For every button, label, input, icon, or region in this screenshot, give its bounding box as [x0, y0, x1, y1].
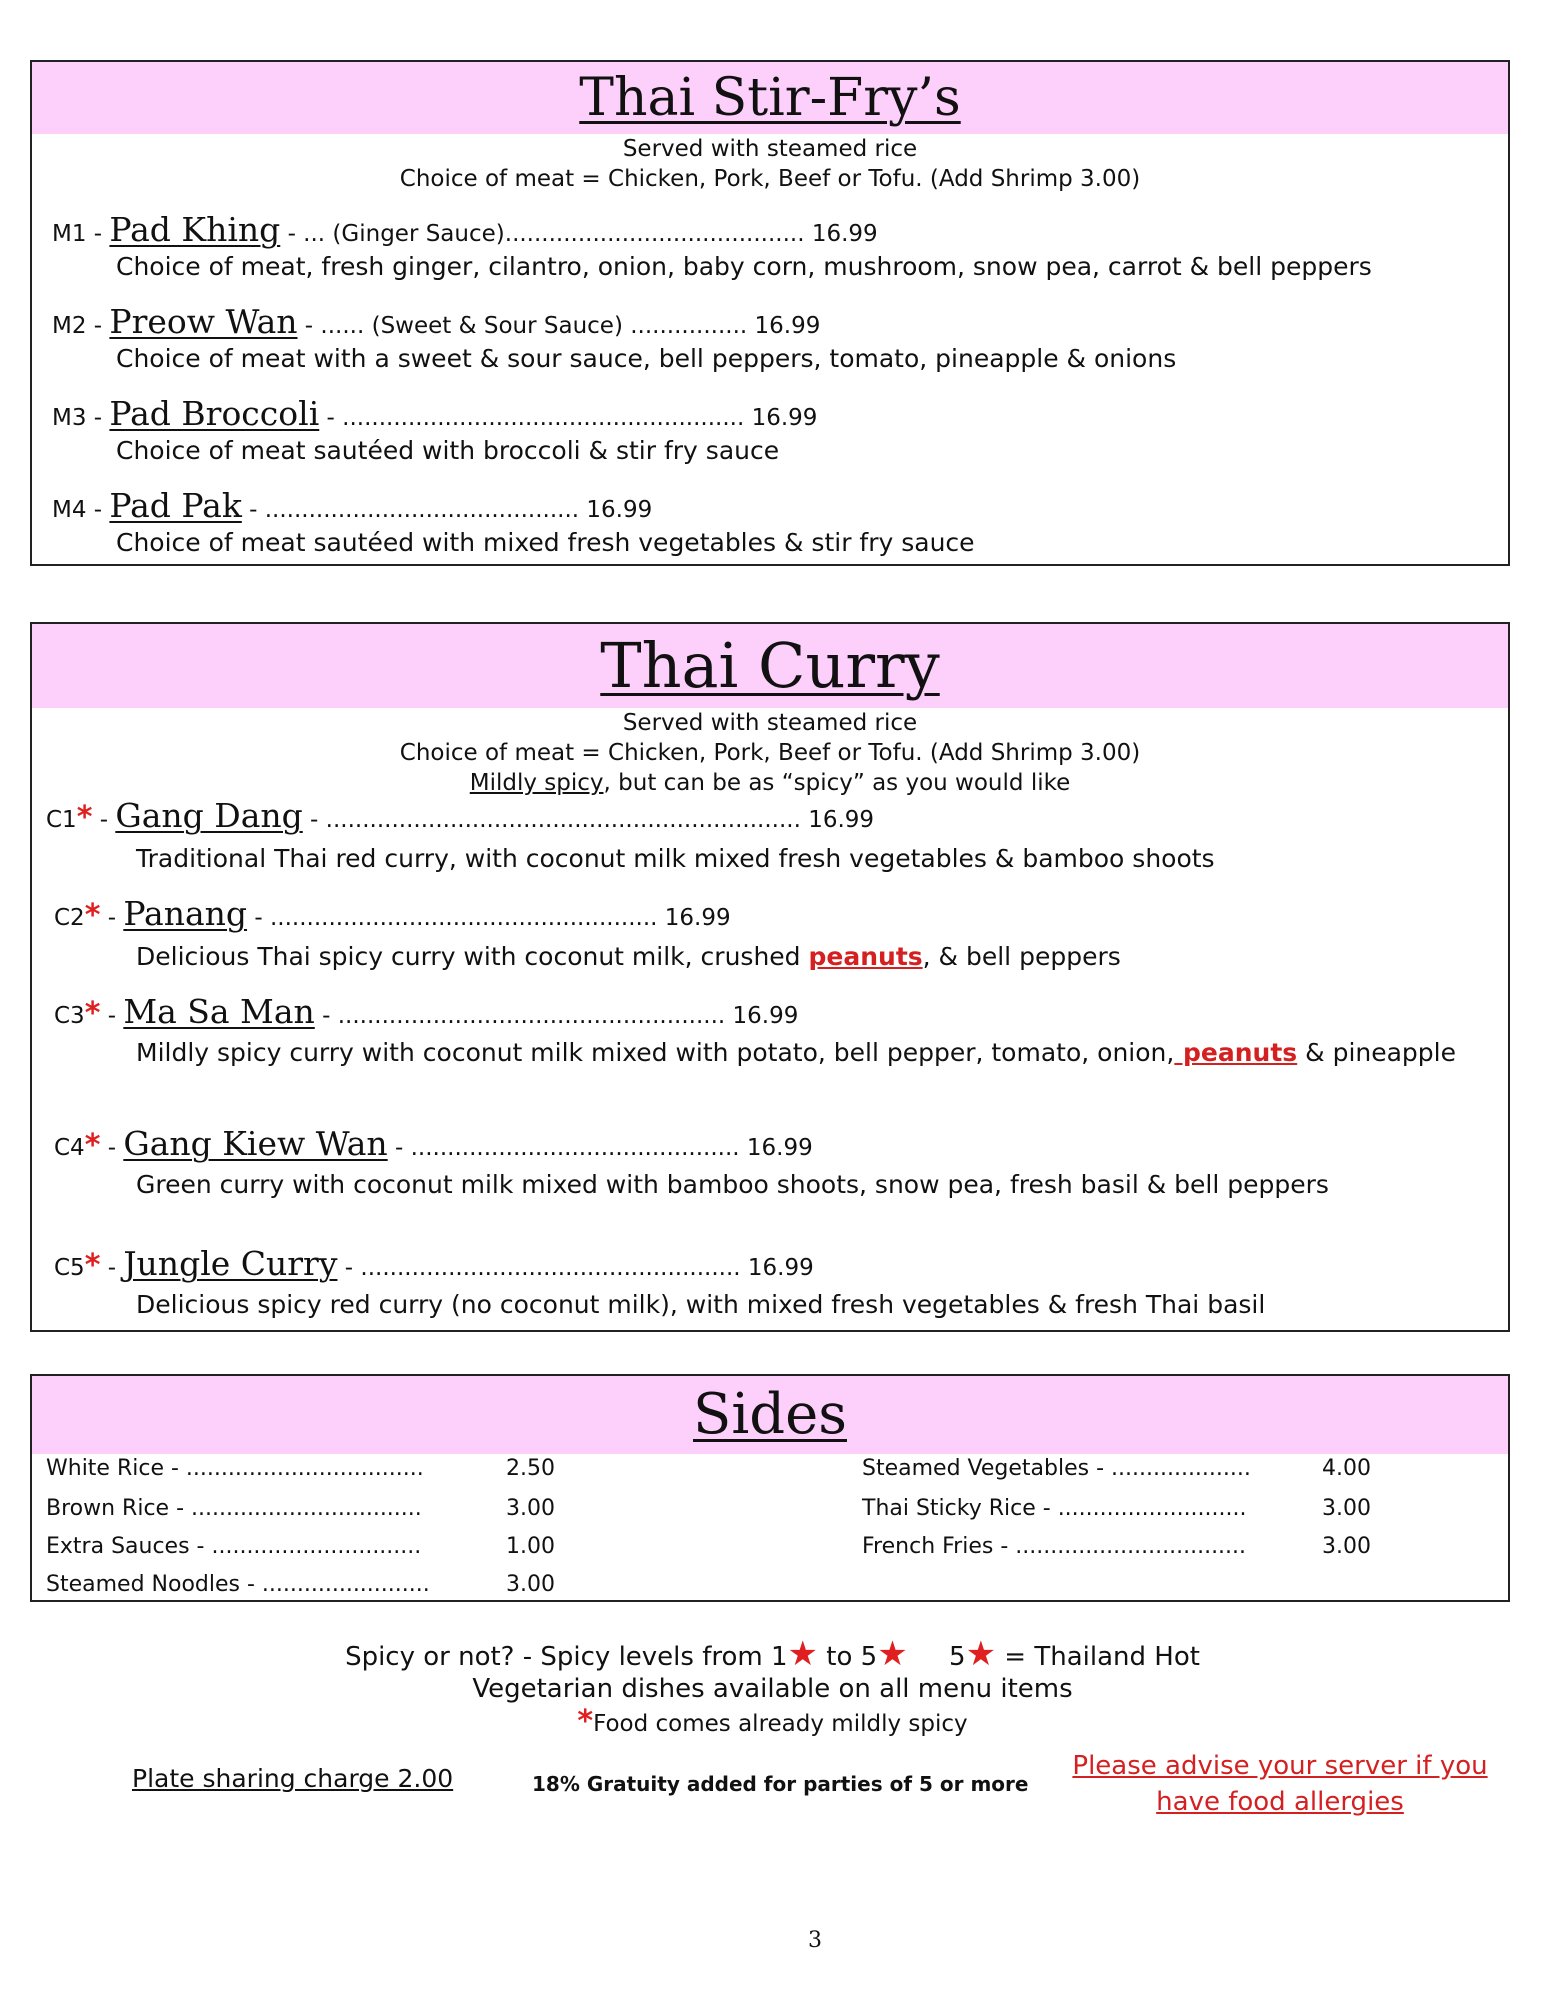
page-number: 3: [808, 1928, 822, 1953]
item-price: - ................................................................. 16.99: [302, 807, 875, 833]
curry-subtitle-spicy: Mildly spicy, but can be as “spicy” as you would like: [469, 770, 1071, 796]
item-price: - .................................................... 16.99: [337, 1255, 814, 1281]
curry-subtitle-rice: Served with steamed rice: [622, 710, 918, 736]
side-price: 2.50: [506, 1456, 555, 1481]
side-price: 4.00: [1322, 1456, 1371, 1481]
item-name: Gang Kiew Wan: [123, 1124, 388, 1163]
vegetarian-note: Vegetarian dishes available on all menu items: [472, 1674, 1073, 1704]
menu-item: [32, 486, 1508, 560]
item-name: Pad Broccoli: [109, 394, 320, 433]
spicy-asterisk: *: [84, 898, 101, 933]
item-price: - ..................................................... 16.99: [247, 905, 731, 931]
item-description: Traditional Thai red curry, with coconut milk mixed fresh vegetables & bamboo shoots: [136, 844, 1215, 873]
item-name: Ma Sa Man: [123, 992, 315, 1031]
stirfry-subtitle-rice: Served with steamed rice: [622, 136, 918, 162]
item-price: - ............................................. 16.99: [387, 1135, 813, 1161]
side-item: French Fries - .................................: [862, 1534, 1247, 1559]
allergy-note: Please advise your server if you have food allergies: [1072, 1751, 1488, 1817]
allergen-peanuts: peanuts: [1174, 1038, 1298, 1067]
menu-item: [32, 302, 1508, 376]
spicy-asterisk: *: [76, 800, 93, 835]
menu-item: C1* - Gang Dang - ................................................................. 16.99 Traditional Thai red curry, with coconut milk mixed fresh vegetables & bamboo shoots: [32, 796, 1508, 876]
side-item: Thai Sticky Rice - ...........................: [862, 1496, 1247, 1521]
item-code: M4 -: [52, 497, 103, 523]
star-icon: ★: [965, 1634, 997, 1674]
side-item: White Rice - ..................................: [46, 1456, 424, 1481]
gratuity-note: 18% Gratuity added for parties of 5 or more: [532, 1772, 1029, 1796]
stirfry-subtitle-meat: Choice of meat = Chicken, Pork, Beef or Tofu. (Add Shrimp 3.00): [399, 166, 1141, 192]
item-name: Pad Pak: [109, 486, 242, 525]
item-name: Panang: [123, 894, 248, 933]
item-name: Jungle Curry: [123, 1244, 338, 1283]
menu-item: [32, 210, 1508, 284]
side-item: Brown Rice - .................................: [46, 1496, 422, 1521]
menu-item: C4* - Gang Kiew Wan - ............................................. 16.99 Green curry with coconut milk mixed with bamboo shoots, snow pea, fresh basil & bell peppers: [32, 1124, 1508, 1202]
sides-header: [32, 1376, 1508, 1454]
sides-title: Sides: [693, 1382, 847, 1447]
stirfry-title: Thai Stir-Fry’s: [579, 68, 961, 128]
allergen-peanuts: peanuts: [808, 942, 923, 971]
item-description: Delicious Thai spicy curry with coconut milk, crushed peanuts, & bell peppers: [136, 942, 1121, 971]
item-description: Choice of meat, fresh ginger, cilantro, onion, baby corn, mushroom, snow pea, carrot & bell peppers: [116, 252, 1372, 281]
item-code: M2 -: [52, 313, 103, 339]
mild-note: *Food comes already mildly spicy: [577, 1704, 968, 1739]
item-description: Choice of meat with a sweet & sour sauce, bell peppers, tomato, pineapple & onions: [116, 344, 1177, 373]
menu-item: [32, 394, 1508, 468]
item-price: - ....................................................... 16.99: [319, 405, 818, 431]
curry-section: [30, 622, 1510, 1332]
stirfry-section: [30, 60, 1510, 566]
star-icon: ★: [877, 1634, 908, 1674]
menu-item: C5* - Jungle Curry - .................................................... 16.99 Delicious spicy red curry (no coconut milk), with mixed fresh vegetables & fresh Thai basil: [32, 1244, 1508, 1322]
item-price: - ... (Ginger Sauce)......................................... 16.99: [280, 221, 878, 247]
spicy-asterisk: *: [577, 1704, 594, 1739]
item-name: Gang Dang: [115, 796, 303, 835]
item-code: C5: [54, 1255, 85, 1281]
item-description: Mildly spicy curry with coconut milk mixed with potato, bell pepper, tomato, onion, peanuts & pineapple: [136, 1038, 1457, 1067]
side-item: Extra Sauces - ..............................: [46, 1534, 422, 1559]
menu-item: C3* - Ma Sa Man - ..................................................... 16.99 Mildly spicy curry with coconut milk mixed with potato, bell pepper, tomato, onion, peanuts & pineapple: [32, 992, 1508, 1070]
plate-sharing-note: Plate sharing charge 2.00: [132, 1764, 454, 1793]
item-code: C2: [54, 905, 85, 931]
item-code: C4: [54, 1135, 85, 1161]
item-description: Choice of meat sautéed with broccoli & stir fry sauce: [116, 436, 780, 465]
side-price: 3.00: [506, 1572, 555, 1597]
item-code: M1 -: [52, 221, 103, 247]
curry-subtitle-meat: Choice of meat = Chicken, Pork, Beef or Tofu. (Add Shrimp 3.00): [399, 740, 1141, 766]
item-price: - ........................................... 16.99: [241, 497, 653, 523]
side-item: Steamed Noodles - ........................: [46, 1572, 430, 1597]
item-code: C1: [46, 807, 77, 833]
curry-title: Thai Curry: [600, 629, 940, 702]
spicy-asterisk: *: [84, 1128, 101, 1163]
side-item: Steamed Vegetables - ....................: [862, 1456, 1251, 1481]
item-description: Choice of meat sautéed with mixed fresh vegetables & stir fry sauce: [116, 528, 975, 557]
stirfry-header: [32, 62, 1508, 134]
item-name: Preow Wan: [109, 302, 298, 341]
curry-header: [32, 624, 1508, 708]
sides-section: [30, 1374, 1510, 1602]
item-price: - ...... (Sweet & Sour Sauce) ................ 16.99: [297, 313, 821, 339]
spicy-asterisk: *: [84, 996, 101, 1031]
item-code: M3 -: [52, 405, 103, 431]
spicy-levels-line: Spicy or not? - Spicy levels from 1★ to 5★ 5★ = Thailand Hot: [345, 1634, 1200, 1674]
item-description: Delicious spicy red curry (no coconut milk), with mixed fresh vegetables & fresh Thai basil: [136, 1290, 1266, 1319]
star-icon: ★: [787, 1634, 819, 1674]
side-price: 3.00: [506, 1496, 555, 1521]
side-price: 1.00: [506, 1534, 555, 1559]
spicy-asterisk: *: [84, 1248, 101, 1283]
side-price: 3.00: [1322, 1534, 1371, 1559]
item-name: Pad Khing: [109, 210, 281, 249]
side-price: 3.00: [1322, 1496, 1371, 1521]
item-code: C3: [54, 1003, 85, 1029]
menu-item: C2* - Panang - ..................................................... 16.99 Delicious Thai spicy curry with coconut milk, crushed peanuts, & bell peppers: [32, 894, 1508, 974]
item-price: - ..................................................... 16.99: [314, 1003, 799, 1029]
item-description: Green curry with coconut milk mixed with bamboo shoots, snow pea, fresh basil & bell peppers: [136, 1170, 1329, 1199]
